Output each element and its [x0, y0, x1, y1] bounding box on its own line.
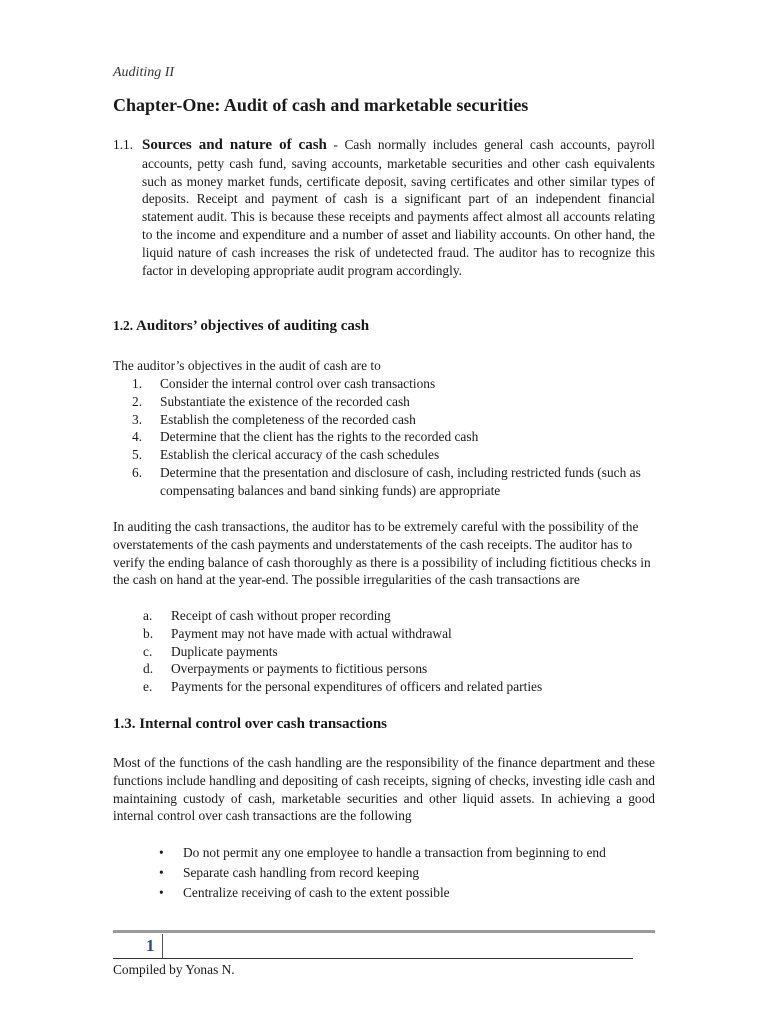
- internal-control-bullets: [159, 844, 655, 903]
- list-marker: a.: [143, 608, 153, 623]
- objectives-list: [132, 375, 655, 500]
- list-item-text: Do not permit any one employee to handle a transaction from beginning to end: [183, 845, 606, 860]
- footer-divider-vertical: [162, 934, 163, 958]
- section-heading-internal-control: 1.3. Internal control over cash transactions: [113, 716, 388, 732]
- list-marker: c.: [143, 643, 153, 659]
- list-item: [143, 607, 655, 625]
- section-heading: Sources and nature of cash: [142, 137, 327, 153]
- list-item: [159, 844, 655, 862]
- section-number: 1.2.: [113, 318, 134, 333]
- list-item: [132, 393, 655, 411]
- list-item: [132, 464, 655, 500]
- list-item-text: Payment may not have made with actual withdrawal: [171, 625, 452, 641]
- list-item-text: Overpayments or payments to fictitious persons: [171, 661, 428, 677]
- list-item: [143, 625, 655, 643]
- list-marker: 5.: [132, 447, 143, 463]
- section-heading-text: Auditors’ objectives of auditing cash: [136, 318, 370, 334]
- list-item: [132, 375, 655, 393]
- list-item-text: Establish the completeness of the recorded cash: [160, 411, 416, 427]
- list-item: [143, 660, 655, 678]
- irregularities-paragraph: In auditing the cash transactions, the auditor has to be extremely careful with the possibility of the overstatements of the cash payments and understatements of the cash receipts. The auditor has to verify the ending balance of cash thoroughly as there is a possibility of including fictitious checks in the cash on hand at the year-end. The possible irregularities of the cash transactions are: [113, 519, 651, 588]
- section-text: - Cash normally includes general cash accounts, payroll accounts, petty cash fund, saving accounts, marketable securities and other cash equivalents such as money market funds, certificate deposit, saving certificates and other similar types of deposits. Receipt and payment of cash is a significant part of an independent financial statement audit. This is because these receipts and payments affect almost all accounts relating to the income and expenditure and a number of asset and liability accounts. On other hand, the liquid nature of cash increases the risk of undetected fraud. The auditor has to recognize this factor in developing appropriate audit program accordingly.: [142, 137, 655, 278]
- footer-divider-top: [113, 930, 655, 933]
- chapter-title: Chapter-One: Audit of cash and marketable securities: [113, 95, 529, 115]
- list-marker: 6.: [132, 464, 143, 480]
- list-item-text: Establish the clerical accuracy of the cash schedules: [160, 447, 440, 463]
- list-marker: e.: [143, 679, 153, 695]
- list-item: [132, 411, 655, 429]
- list-item-text: Duplicate payments: [171, 643, 278, 659]
- irregularities-list: [143, 607, 655, 696]
- list-item-text: Consider the internal control over cash transactions: [160, 376, 436, 391]
- list-marker: b.: [143, 625, 154, 641]
- list-item-text: Centralize receiving of cash to the extent possible: [183, 884, 450, 900]
- list-item-text: Determine that the presentation and disclosure of cash, including restricted funds (such as compensating balances and band sinking funds) are appropriate: [160, 464, 641, 498]
- list-marker: 1.: [132, 376, 143, 391]
- objectives-intro: The auditor’s objectives in the audit of cash are to: [113, 358, 381, 373]
- bullet-marker: •: [159, 845, 164, 860]
- internal-control-paragraph: Most of the functions of the cash handling are the responsibility of the finance department and these functions include handling and depositing of cash receipts, signing of checks, investing idle cash and maintaining custody of cash, marketable securities and other liquid assets. In achieving a good internal control over cash transactions are the following: [113, 755, 655, 824]
- list-item: [159, 884, 655, 902]
- list-item-text: Substantiate the existence of the recorded cash: [160, 393, 410, 409]
- footer-divider-bottom: [113, 958, 633, 959]
- page-number: 1: [146, 936, 155, 955]
- list-item: [143, 643, 655, 661]
- list-marker: 2.: [132, 393, 143, 409]
- bullet-marker: •: [159, 864, 164, 880]
- list-marker: 3.: [132, 411, 143, 427]
- list-marker: d.: [143, 661, 154, 677]
- list-item-text: Payments for the personal expenditures of officers and related parties: [171, 679, 543, 695]
- list-item: [132, 446, 655, 464]
- section-body: [142, 136, 655, 279]
- footer-compiled-by: Compiled by Yonas N.: [113, 962, 235, 977]
- bullet-marker: •: [159, 884, 164, 900]
- list-marker: 4.: [132, 429, 143, 445]
- list-item-text: Separate cash handling from record keeping: [183, 864, 420, 880]
- section-heading-objectives: [113, 318, 369, 335]
- list-item: [132, 428, 655, 446]
- section-sources-nature-of-cash: [113, 136, 655, 279]
- running-header: Auditing II: [113, 65, 175, 80]
- section-number: 1.1.: [113, 137, 134, 152]
- list-item: [159, 864, 655, 882]
- list-item-text: Receipt of cash without proper recording: [171, 608, 391, 623]
- list-item: [143, 678, 655, 696]
- list-item-text: Determine that the client has the rights to the recorded cash: [160, 429, 479, 445]
